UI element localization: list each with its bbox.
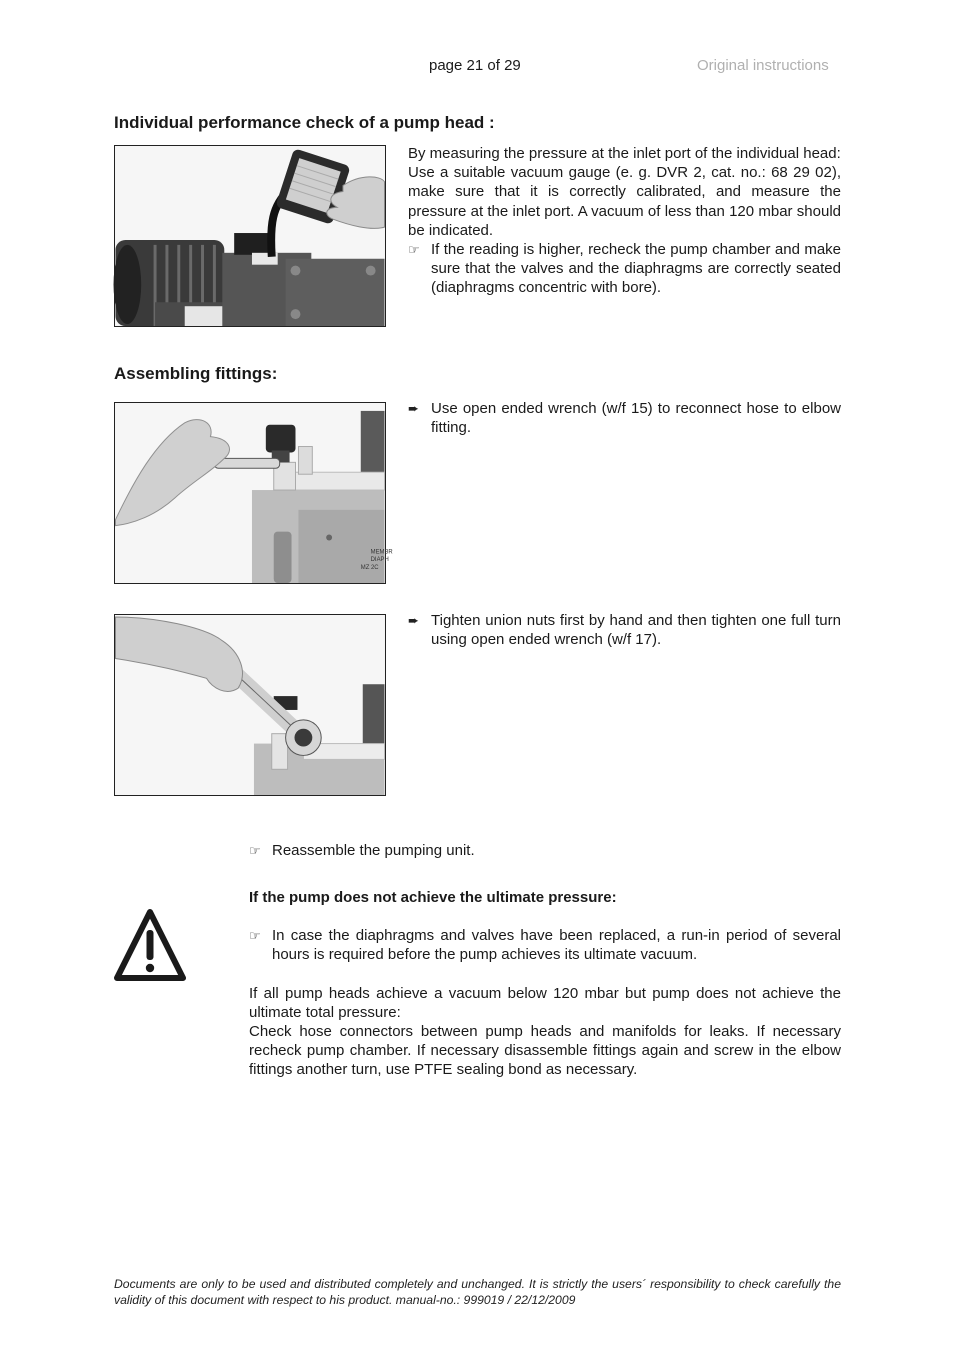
photo-vacuum-gauge-check bbox=[114, 145, 386, 327]
step-tighten-union-nuts-text: Tighten union nuts first by hand and then tighten one full turn using open ended wrench (w/f 17). bbox=[431, 612, 841, 649]
pointing-hand-icon: ☞ bbox=[249, 843, 261, 858]
pointing-hand-icon: ☞ bbox=[249, 928, 261, 944]
arrow-right-icon: ➨ bbox=[408, 613, 419, 628]
warning-title: If the pump does not achieve the ultimate pressure: bbox=[249, 889, 617, 906]
warning-note bbox=[249, 926, 841, 964]
reconnect-hose-photo-illustration bbox=[115, 403, 393, 583]
section1-body: Use a suitable vacuum gauge (e. g. DVR 2, cat. no.: 68 29 02), make sure that it is correctly calibrated, and measure the pressure at the inlet port. A vacuum of less than 120 mbar should be indicated. bbox=[408, 164, 841, 239]
section1-intro: By measuring the pressure at the inlet port of the individual head: bbox=[408, 145, 841, 162]
reassemble-note-text: Reassemble the pumping unit. bbox=[272, 842, 475, 859]
section-title-assembling-fittings: Assembling fittings: bbox=[114, 364, 278, 383]
reassemble-note bbox=[249, 841, 841, 860]
step-reconnect-hose bbox=[408, 399, 841, 437]
photo-label-membr: MEMBR bbox=[370, 549, 393, 556]
pointing-hand-icon: ☞ bbox=[408, 242, 420, 258]
arrow-right-icon: ➨ bbox=[408, 401, 419, 416]
section-title-performance-check: Individual performance check of a pump head : bbox=[114, 113, 495, 132]
photo-tighten-union-nuts bbox=[114, 614, 386, 796]
vacuum-gauge-photo-illustration bbox=[115, 146, 385, 326]
footer-disclaimer: Documents are only to be used and distributed completely and unchanged. It is strictly the users´ responsibility to check carefully the validity of this document with respect to his product. manual-no.: 999019 / 22/12/2009 bbox=[114, 1277, 841, 1307]
warning-para1: If all pump heads achieve a vacuum below 120 mbar but pump does not achieve the ultimate total pressure: bbox=[249, 984, 841, 1021]
photo-reconnect-hose bbox=[114, 402, 393, 584]
warning-note-text: In case the diaphragms and valves have been replaced, a run-in period of several hours is required before the pump achieves its ultimate vacuum. bbox=[272, 927, 841, 964]
page-number: page 21 of 29 bbox=[429, 57, 521, 74]
photo-label-diaph: DIAPH bbox=[370, 557, 389, 564]
photo-label-model: MZ 2C bbox=[360, 565, 379, 572]
header-original-instructions: Original instructions bbox=[697, 57, 829, 74]
warning-triangle-icon bbox=[112, 906, 188, 984]
warning-section bbox=[249, 888, 841, 1080]
warning-para2: Check hose connectors between pump heads and manifolds for leaks. If necessary recheck pump chamber. If necessary disassemble fittings again and screw in the elbow fittings another turn, use PTFE sealing bond as necessary. bbox=[249, 1023, 841, 1079]
tighten-union-nuts-photo-illustration bbox=[115, 615, 385, 795]
step-tighten-union-nuts bbox=[408, 611, 841, 649]
section1-note bbox=[408, 240, 841, 298]
section1-note-text: If the reading is higher, recheck the pump chamber and make sure that the valves and the diaphragms are correctly seated (diaphragms concentric with bore). bbox=[431, 241, 841, 297]
section1-text bbox=[408, 144, 841, 298]
step-reconnect-hose-text: Use open ended wrench (w/f 15) to reconnect hose to elbow fitting. bbox=[431, 400, 841, 437]
